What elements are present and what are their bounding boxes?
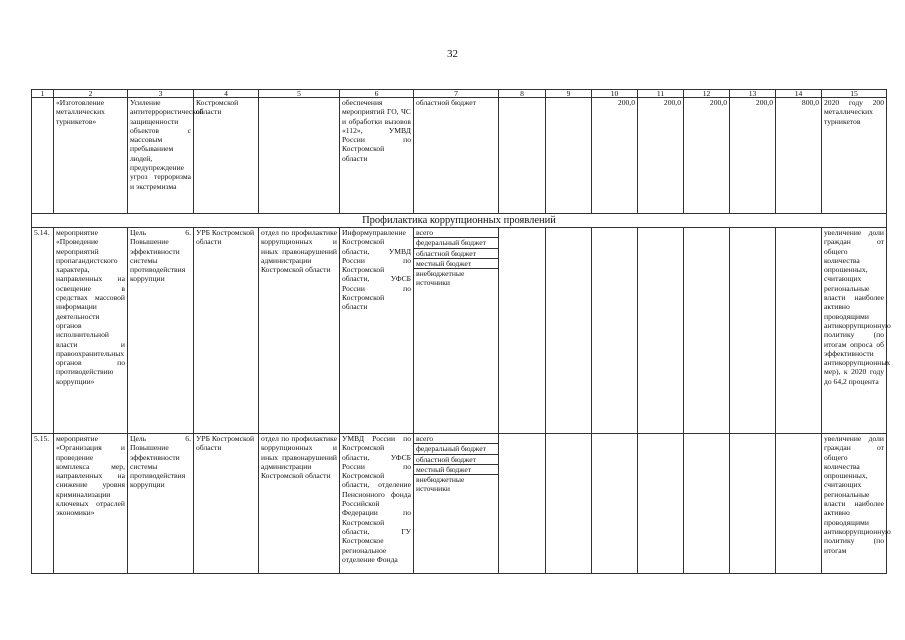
cell-col9 <box>546 434 592 574</box>
fund-federal: федеральный бюджет <box>414 444 498 454</box>
col-number-8: 8 <box>499 90 546 98</box>
cell-col13: 200,0 <box>730 98 776 214</box>
cell-col10: 200,0 <box>592 98 638 214</box>
fund-total: всего <box>414 228 498 238</box>
cell-result: 2020 году 200 металлических турникетов <box>822 98 887 214</box>
col-number-14: 14 <box>776 90 822 98</box>
cell-responsible: отдел по профилактике коррупционных и иных правонарушений администрации Костромской области <box>259 228 340 434</box>
cell-col13 <box>730 228 776 434</box>
table-row <box>32 98 887 214</box>
cell-funding-source: областной бюджет <box>414 98 499 214</box>
cell-number: 5.14. <box>32 228 54 434</box>
cell-result: увеличение доли граждан от общего количества опрошенных, считающих региональные власти наиболее активно проводящими антикоррупционную политику (по итогам <box>822 434 887 574</box>
cell-col10 <box>592 228 638 434</box>
cell-col12: 200,0 <box>684 98 730 214</box>
col-number-13: 13 <box>730 90 776 98</box>
section-title: Профилактика коррупционных проявлений <box>32 214 887 228</box>
cell-funding-sources <box>414 434 499 574</box>
col-number-2: 2 <box>54 90 128 98</box>
cell-event: мероприятие «Проведение мероприятий пропагандистского характера, направленных на освещение в средствах массовой информации деятельности органов исполнительной власти и правоохранительных органов по противодействию коррупции» <box>54 228 128 434</box>
cell-col9 <box>546 228 592 434</box>
section-row <box>32 214 887 228</box>
col-number-1: 1 <box>32 90 54 98</box>
cell-col8 <box>499 434 546 574</box>
cell-goal: Цель 6. Повышение эффективности системы противодействия коррупции <box>128 228 194 434</box>
cell-col12 <box>684 434 730 574</box>
cell-col8 <box>499 98 546 214</box>
col-number-12: 12 <box>684 90 730 98</box>
col-number-5: 5 <box>259 90 340 98</box>
fund-local: местный бюджет <box>414 465 498 475</box>
cell-goal: Цель 6. Повышение эффективности системы противодействия коррупции <box>128 434 194 574</box>
program-table <box>31 89 891 574</box>
fund-total: всего <box>414 434 498 444</box>
fund-federal: федеральный бюджет <box>414 238 498 248</box>
cell-executor: УРБ Костромской области <box>194 228 259 434</box>
fund-regional: областной бюджет <box>414 455 498 465</box>
cell-participants: обеспечения мероприятий ГО, ЧС и обработки вызовов «112», УМВД России по Костромской области <box>340 98 414 214</box>
col-number-4: 4 <box>194 90 259 98</box>
col-number-3: 3 <box>128 90 194 98</box>
cell-participants: Информуправление Костромской области, УМВД России по Костромской области, УФСБ России по Костромской области <box>340 228 414 434</box>
cell-event: «Изготовление металлических турникетов» <box>54 98 128 214</box>
cell-funding-sources <box>414 228 499 434</box>
cell-participants: УМВД России по Костромской области, УФСБ России по Костромской области, отделение Пенсионного фонда Российской Федерации по Костромской области, ГУ Костромское региональное отделение Фонда <box>340 434 414 574</box>
col-number-15: 15 <box>822 90 887 98</box>
cell-col8 <box>499 228 546 434</box>
cell-col14: 800,0 <box>776 98 822 214</box>
cell-col9 <box>546 98 592 214</box>
cell-col12 <box>684 228 730 434</box>
col-number-10: 10 <box>592 90 638 98</box>
cell-col13 <box>730 434 776 574</box>
cell-number <box>32 98 54 214</box>
cell-col11 <box>638 434 684 574</box>
cell-responsible: отдел по профилактике коррупционных и иных правонарушений администрации Костромской области <box>259 434 340 574</box>
cell-col14 <box>776 228 822 434</box>
cell-executor: Костромской области <box>194 98 259 214</box>
fund-regional: областной бюджет <box>414 249 498 259</box>
cell-responsible <box>259 98 340 214</box>
cell-col11 <box>638 228 684 434</box>
col-number-6: 6 <box>340 90 414 98</box>
cell-event: мероприятие «Организация и проведение комплекса мер, направленных на снижение уровня криминализации ключевых отраслей экономики» <box>54 434 128 574</box>
cell-col11: 200,0 <box>638 98 684 214</box>
table-row <box>32 228 887 434</box>
col-number-9: 9 <box>546 90 592 98</box>
cell-col14 <box>776 434 822 574</box>
fund-local: местный бюджет <box>414 259 498 269</box>
col-number-7: 7 <box>414 90 499 98</box>
cell-result: увеличение доли граждан от общего количества опрошенных, считающих региональные власти наиболее активно проводящими антикоррупционную политику (по итогам опроса об эффективности антикоррупционных мер), к 2020 году до 64,2 процента <box>822 228 887 434</box>
cell-col10 <box>592 434 638 574</box>
cell-goal: Усиление антитеррористической защищенности объектов с массовым пребыванием людей, предупреждение угроз терроризма и экстремизма <box>128 98 194 214</box>
cell-executor: УРБ Костромской области <box>194 434 259 574</box>
col-number-11: 11 <box>638 90 684 98</box>
cell-number: 5.15. <box>32 434 54 574</box>
page-number: 32 <box>447 48 458 60</box>
table-row <box>32 434 887 574</box>
fund-extrabudgetary: внебюджетные источники <box>416 269 465 288</box>
fund-extrabudgetary: внебюджетные источники <box>416 475 465 494</box>
header-row <box>32 90 887 98</box>
